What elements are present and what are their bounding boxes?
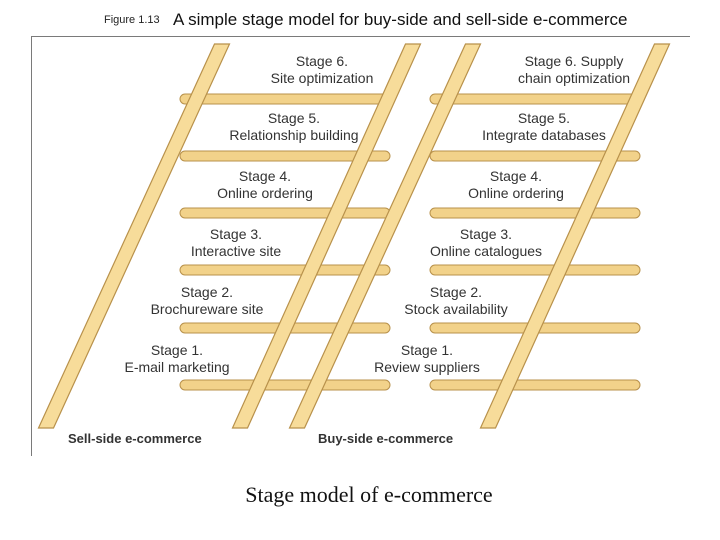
sell-side-stage-name: Brochureware site — [150, 301, 264, 317]
sell-side-stage-number: Stage 6. — [295, 53, 349, 69]
sell-side-stage-number: Stage 3. — [209, 226, 263, 242]
buy-side-label: Buy-side e-commerce — [318, 431, 454, 446]
sell-side-stage-number: Stage 5. — [267, 110, 321, 126]
sell-side-stage-name: Site optimization — [270, 70, 374, 86]
buy-side-stage-name: Integrate databases — [482, 127, 606, 143]
sell-side-ladder — [39, 44, 421, 428]
buy-side-stage-number: Stage 3. — [459, 226, 513, 242]
buy-side-stage-name: Review suppliers — [374, 359, 480, 375]
buy-side-stage-number: Stage 5. — [517, 110, 571, 126]
buy-side-stage-number: Stage 1. — [400, 342, 454, 358]
buy-side-rung — [430, 265, 640, 275]
figure-title: A simple stage model for buy-side and sell-side e-commerce — [173, 10, 628, 29]
buy-side-rung — [430, 208, 640, 218]
sell-side-rung — [180, 94, 390, 104]
sell-side-label: Sell-side e-commerce — [68, 431, 202, 446]
buy-side-stage-name: chain optimization — [517, 70, 631, 86]
sell-side-stage-name: E-mail marketing — [124, 359, 230, 375]
buy-side-stage-name: Online catalogues — [429, 243, 543, 259]
buy-side-stage-number: Stage 2. — [429, 284, 483, 300]
buy-side-stage-number: Stage 4. — [489, 168, 543, 184]
sell-side-stage-name: Interactive site — [190, 243, 282, 259]
sell-side-rung — [180, 380, 390, 390]
buy-side-rung — [430, 380, 640, 390]
sell-side-rung — [180, 265, 390, 275]
buy-side-stage-name: Stock availability — [404, 301, 508, 317]
buy-side-stage-number: Stage 6. Supply — [524, 53, 624, 69]
sell-side-stage-number: Stage 2. — [180, 284, 234, 300]
sell-side-stage-number: Stage 4. — [238, 168, 292, 184]
sell-side-stage-number: Stage 1. — [150, 342, 204, 358]
sell-side-stage-name: Online ordering — [217, 185, 313, 201]
buy-side-stage-name: Online ordering — [468, 185, 564, 201]
buy-side-rung — [430, 94, 640, 104]
sell-side-rung — [180, 208, 390, 218]
figure-number: Figure 1.13 — [104, 14, 160, 26]
slide-caption: Stage model of e-commerce — [245, 482, 493, 507]
sell-side-stage-name: Relationship building — [229, 127, 359, 143]
